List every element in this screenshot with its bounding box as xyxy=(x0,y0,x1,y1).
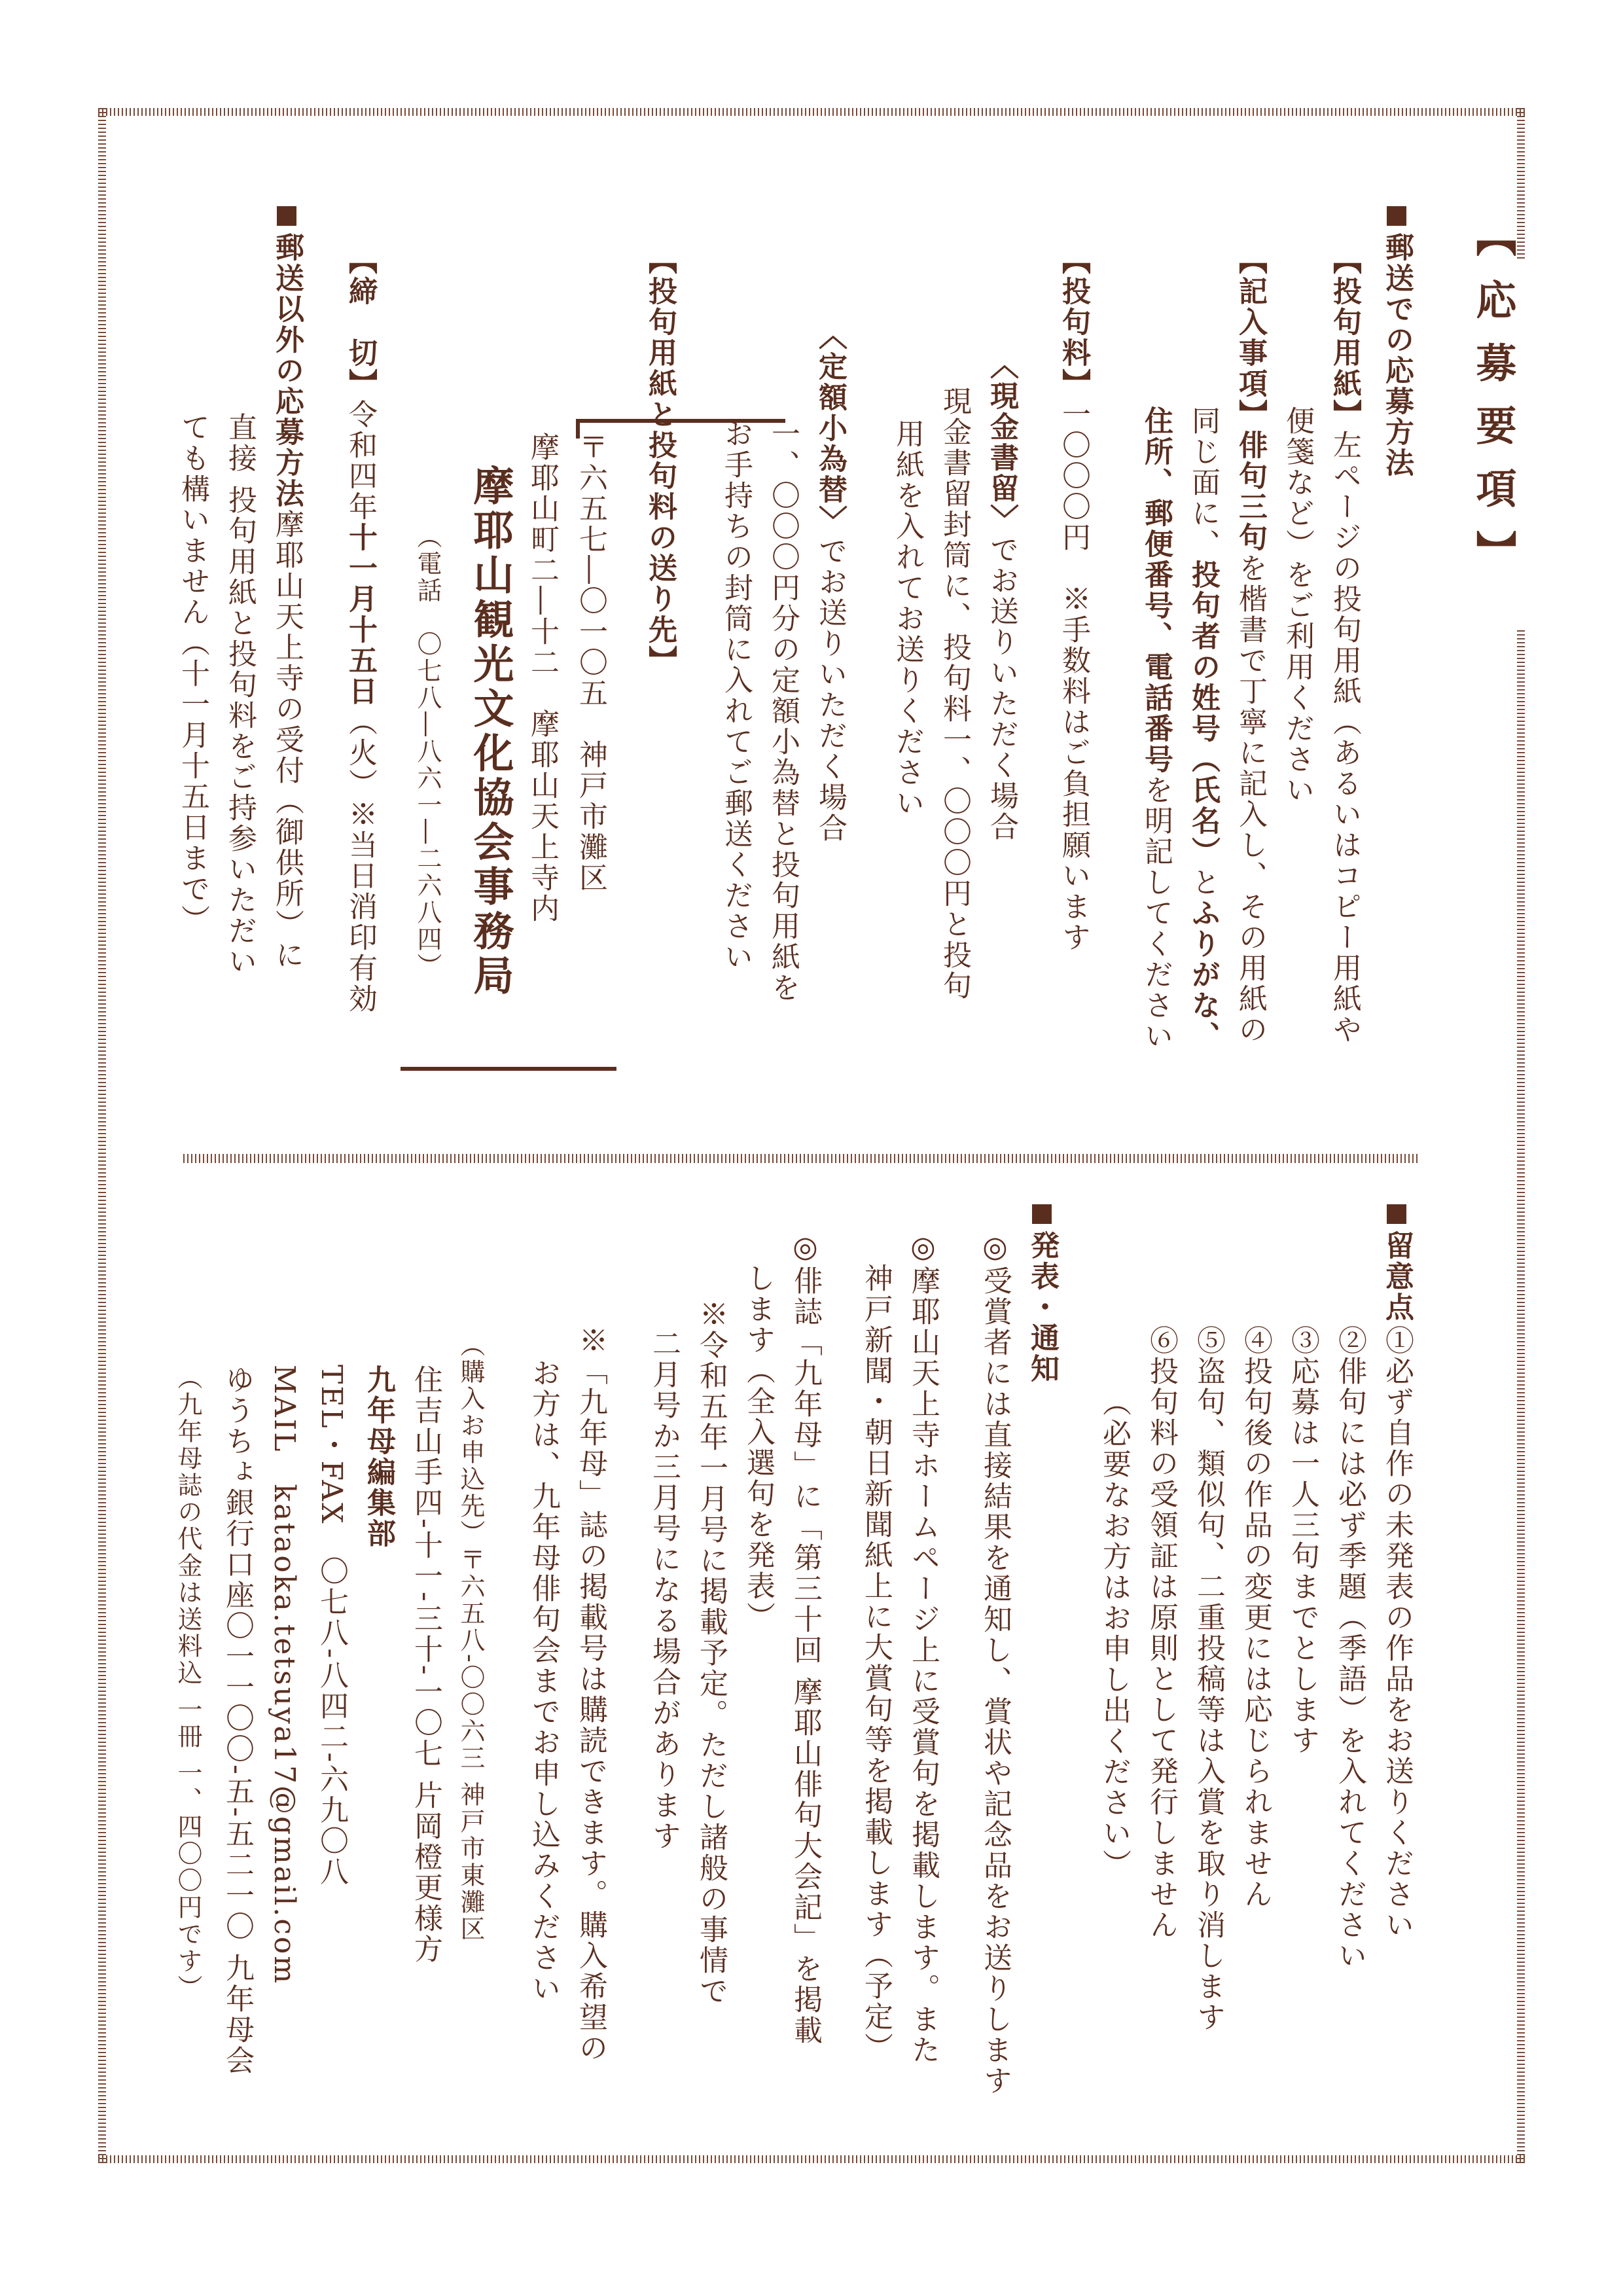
section-heading-announce: 発表・通知 xyxy=(1027,1204,1056,1384)
entry-line-2: 同じ面に、投句者の姓号（氏名）とふりがな、 xyxy=(1186,406,1220,1052)
order-line-2: 一、〇〇〇円分の定額小為替と投句用紙を xyxy=(766,419,800,1003)
announce-line-16: （九年母誌の代金は送料込 一冊 一、四〇〇円です） xyxy=(173,1365,202,2002)
deadline-line: 【締 切】令和四年十一月十五日（火）※当日消印有効 xyxy=(344,245,377,1014)
announce-line-3: 神戸新聞・朝日新聞紙上に大賞句等を掲載します（予定） xyxy=(859,1263,893,2063)
page-title: 【応募要項】 xyxy=(1469,216,1517,593)
other-line-1: 郵送以外の応募方法摩耶山天上寺の受付（御供所）に xyxy=(272,206,301,971)
announce-line-14: MAIL kataoka.tetsuya17@gmail.com xyxy=(268,1365,301,1986)
cash-line-3: 用紙を入れてお送りください xyxy=(891,419,924,819)
announce-line-6: ※令和五年一月号に掲載予定。ただし諸般の事情で xyxy=(694,1299,728,2007)
section-heading-mail: 郵送での応募方法 xyxy=(1382,206,1411,478)
frame-border-right xyxy=(1517,628,1525,2163)
other-line-3: ても構いません（十一月十五日まで） xyxy=(176,412,209,935)
bracket-top xyxy=(576,419,785,439)
dest-organization: 摩耶山観光文化協会事務局 xyxy=(467,465,514,999)
announce-line-7: 二月号か三月号になる場合があります xyxy=(647,1329,681,1852)
announce-line-5: します（全入選句を発表） xyxy=(741,1263,775,1632)
square-bullet-icon xyxy=(277,206,296,226)
order-line-1: 〈定額小為替〉でお送りいただく場合 xyxy=(813,321,847,844)
order-line-3: お手持ちの封筒に入れてご郵送ください xyxy=(719,419,753,973)
dest-address-1: 〒六五七―〇一〇五 神戸市灘区 xyxy=(574,432,607,893)
frame-border-left xyxy=(98,108,106,2163)
cash-line-1: 〈現金書留〉でお送りいただく場合 xyxy=(985,350,1018,842)
announce-line-4: ◎俳誌「九年母」に「第三十回 摩耶山俳句大会記」を掲載 xyxy=(789,1230,822,2046)
announce-line-2: ◎摩耶山天上寺ホームページ上に受賞句を掲載します。また xyxy=(906,1230,940,2066)
section-heading-notes: 留意点 xyxy=(1382,1204,1411,1323)
section-divider xyxy=(183,1154,1420,1163)
announce-line-1: ◎受賞者には直接結果を通知し、賞状や記念品をお送りします xyxy=(978,1230,1012,2096)
bracket-bottom xyxy=(401,1067,616,1071)
fee-line: 【投句料】一〇〇〇円 ※手数料はご負担願います xyxy=(1057,245,1090,953)
note-item-5: ⑤盗句、類似句、二重投稿等は入賞を取り消します xyxy=(1192,1325,1225,2033)
cash-line-2: 現金書留封筒に、投句料一、〇〇〇円と投句 xyxy=(938,386,971,1001)
form-line-1: 【投句用紙】左ページの投句用紙（あるいはコピー用紙や xyxy=(1328,245,1361,1045)
dest-telephone: （電話 〇七八―八六一―二六八四） xyxy=(413,524,442,980)
note-item-7: （必要なお方はお申し出ください） xyxy=(1097,1388,1131,1880)
form-line-2: 便箋など）をご利用ください xyxy=(1281,406,1314,806)
note-item-4: ④投句後の作品の変更には応じられません xyxy=(1239,1325,1272,1910)
entry-line-3: 住所、郵便番号、電話番号を明記してください xyxy=(1139,406,1173,1052)
frame-border-right xyxy=(1517,108,1525,259)
square-bullet-icon xyxy=(1387,1204,1406,1224)
announce-line-15: ゆうちょ銀行口座〇一一〇〇-五-五二一〇 九年母会 xyxy=(221,1365,254,2076)
frame-border-bottom xyxy=(98,2155,1525,2163)
frame-border-top xyxy=(98,108,1525,116)
dest-address-2: 摩耶山町二―十二 摩耶山天上寺内 xyxy=(526,432,559,924)
note-item-1: ①必ず自作の未発表の作品をお送りください xyxy=(1380,1325,1414,1941)
note-item-3: ③応募は一人三句までとします xyxy=(1286,1325,1319,1756)
announce-line-13: TEL・FAX 〇七八-八四二-六九〇八 xyxy=(315,1365,348,1888)
entry-line-1: 【記入事項】俳句三句を楷書で丁寧に記入し、その用紙の xyxy=(1234,245,1267,1045)
announce-line-8: ※「九年母」誌の掲載号は購読できます。購入希望の xyxy=(574,1325,607,2064)
square-bullet-icon xyxy=(1032,1204,1052,1224)
announce-line-10: （購入お申込先）〒六五八-〇〇六三 神戸市東灘区 xyxy=(456,1332,485,1943)
note-item-2: ②俳句には必ず季題（季語）を入れてください xyxy=(1333,1325,1366,1971)
announce-line-12: 九年母編集部 xyxy=(362,1365,395,1549)
announce-line-9: お方は、九年母俳句会までお申し込みください xyxy=(527,1358,560,2004)
square-bullet-icon xyxy=(1387,206,1406,226)
dest-label: 【投句用紙と投句料の送り先】 xyxy=(643,245,677,676)
note-item-6: ⑥投句料の受領証は原則として発行しません xyxy=(1145,1325,1178,1941)
other-line-2: 直接 投句用紙と投句料をご持参いただい xyxy=(223,412,257,977)
announce-line-11: 住吉山手四-十一-三十-一〇七 片岡橙更様方 xyxy=(409,1365,442,1965)
